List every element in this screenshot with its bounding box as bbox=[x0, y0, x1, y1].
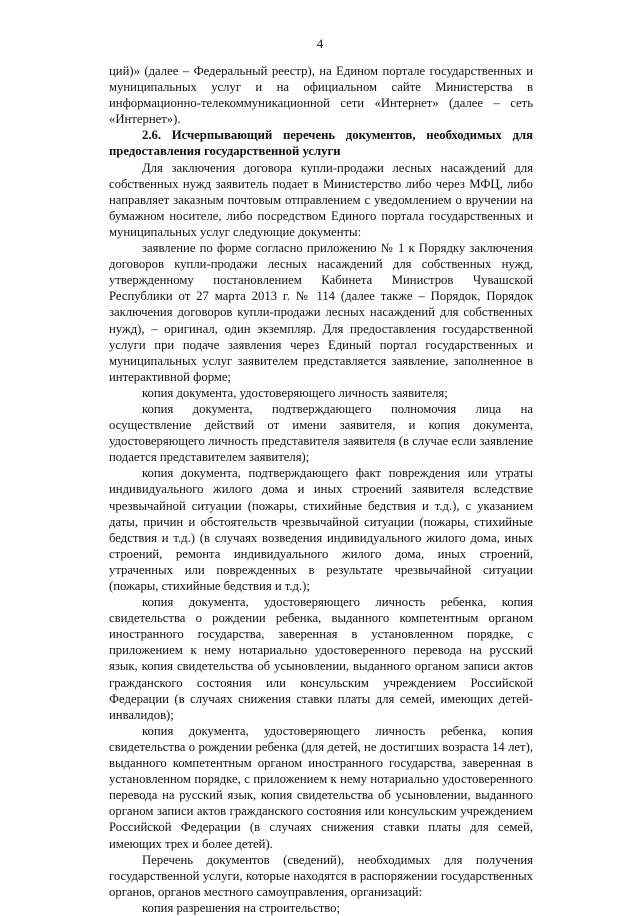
paragraph-federal-registry-continuation: ций)» (далее – Федеральный реестр), на Едином портале государственных и муниципальных услуг и на официальном сайте Министерства в информационно-телекоммуникационной сети «Интернет» (далее – сеть «Интернет»). bbox=[109, 64, 533, 127]
section-heading-2-6: 2.6. Исчерпывающий перечень документов, необходимых для предоставления государственной услуги bbox=[109, 128, 533, 159]
paragraph-interagency-documents: Перечень документов (сведений), необходимых для получения государственной услуги, которые находятся в распоряжении государственных органов, органов местного самоуправления, организаций: bbox=[109, 852, 533, 899]
paragraph-documents-intro: Для заключения договора купли-продажи лесных насаждений для собственных нужд заявитель подает в Министерство либо через МФЦ, либо направляет заказным почтовым отправлением с уведомлением о вручении на бумажном носителе, либо посредством Единого портала государственных и муниципальных услуг следующие документы: bbox=[109, 160, 533, 239]
list-item-application: заявление по форме согласно приложению № 1 к Порядку заключения договоров купли-продажи лесных насаждений для собственных нужд, утвержденному постановлением Кабинета Министров Чувашской Республики от 27 марта 2013 г. № 114 (далее также – Порядок, Порядок заключения договоров купли-продажи лесных насаждений для собственных нужд), – оригинал, один экземпляр. Для предоставления государственной услуги при подаче заявления через Единый портал государственных и муниципальных услуг заявителем представляется заявление, заполненное в интерактивной форме; bbox=[109, 241, 533, 384]
list-item-large-family-docs: копия документа, удостоверяющего личность ребенка, копия свидетельства о рождении ребенка (для детей, не достигших возраста 14 лет), выданного компетентным органом иностранного государства, заверенная в установленном порядке, с приложением к нему нотариально удостоверенного перевода на русский язык, копия свидетельства об усыновлении, выданного органом записи актов гражданского состояния или консульским учреждением Российской Федерации (в случаях снижения ставки платы для семей, имеющих трех и более детей). bbox=[109, 723, 533, 851]
list-item-building-permit-copy: копия разрешения на строительство; bbox=[142, 900, 341, 915]
list-item-representative-authority: копия документа, подтверждающего полномочия лица на осуществление действий от имени заявителя, и копия документа, удостоверяющего личность представителя заявителя (в случае если заявление подается представителем заявителя); bbox=[109, 401, 533, 465]
list-item-applicant-id-copy: копия документа, удостоверяющего личность заявителя; bbox=[142, 385, 448, 400]
list-item-disabled-children-docs: копия документа, удостоверяющего личность ребенка, копия свидетельства о рождении ребенка, выданного компетентным органом иностранного государства, заверенная в установленном порядке, с приложением к нему нотариально удостоверенного перевода на русский язык, копия свидетельства об усыновлении, выданного органом записи актов гражданского состояния или консульским учреждением Российской Федерации (в случаях снижения ставки платы для семей, имеющих детей-инвалидов); bbox=[109, 595, 533, 722]
document-body bbox=[109, 63, 533, 916]
list-item-emergency-damage-proof: копия документа, подтверждающего факт повреждения или утраты индивидуального жилого дома и иных строений заявителя вследствие чрезвычайной ситуации (пожары, стихийные бедствия и т.д.), с указанием даты, причин и обстоятельств чрезвычайной ситуации (пожары, стихийные бедствия и т.д.) (в случаях возведения индивидуального жилого дома, иных строений, ремонта индивидуального жилого дома, иных строений, утраченных или поврежденных в результате чрезвычайной ситуации (пожары, стихийные бедствия и т.д.); bbox=[109, 466, 533, 593]
page-number: 4 bbox=[316, 36, 324, 51]
